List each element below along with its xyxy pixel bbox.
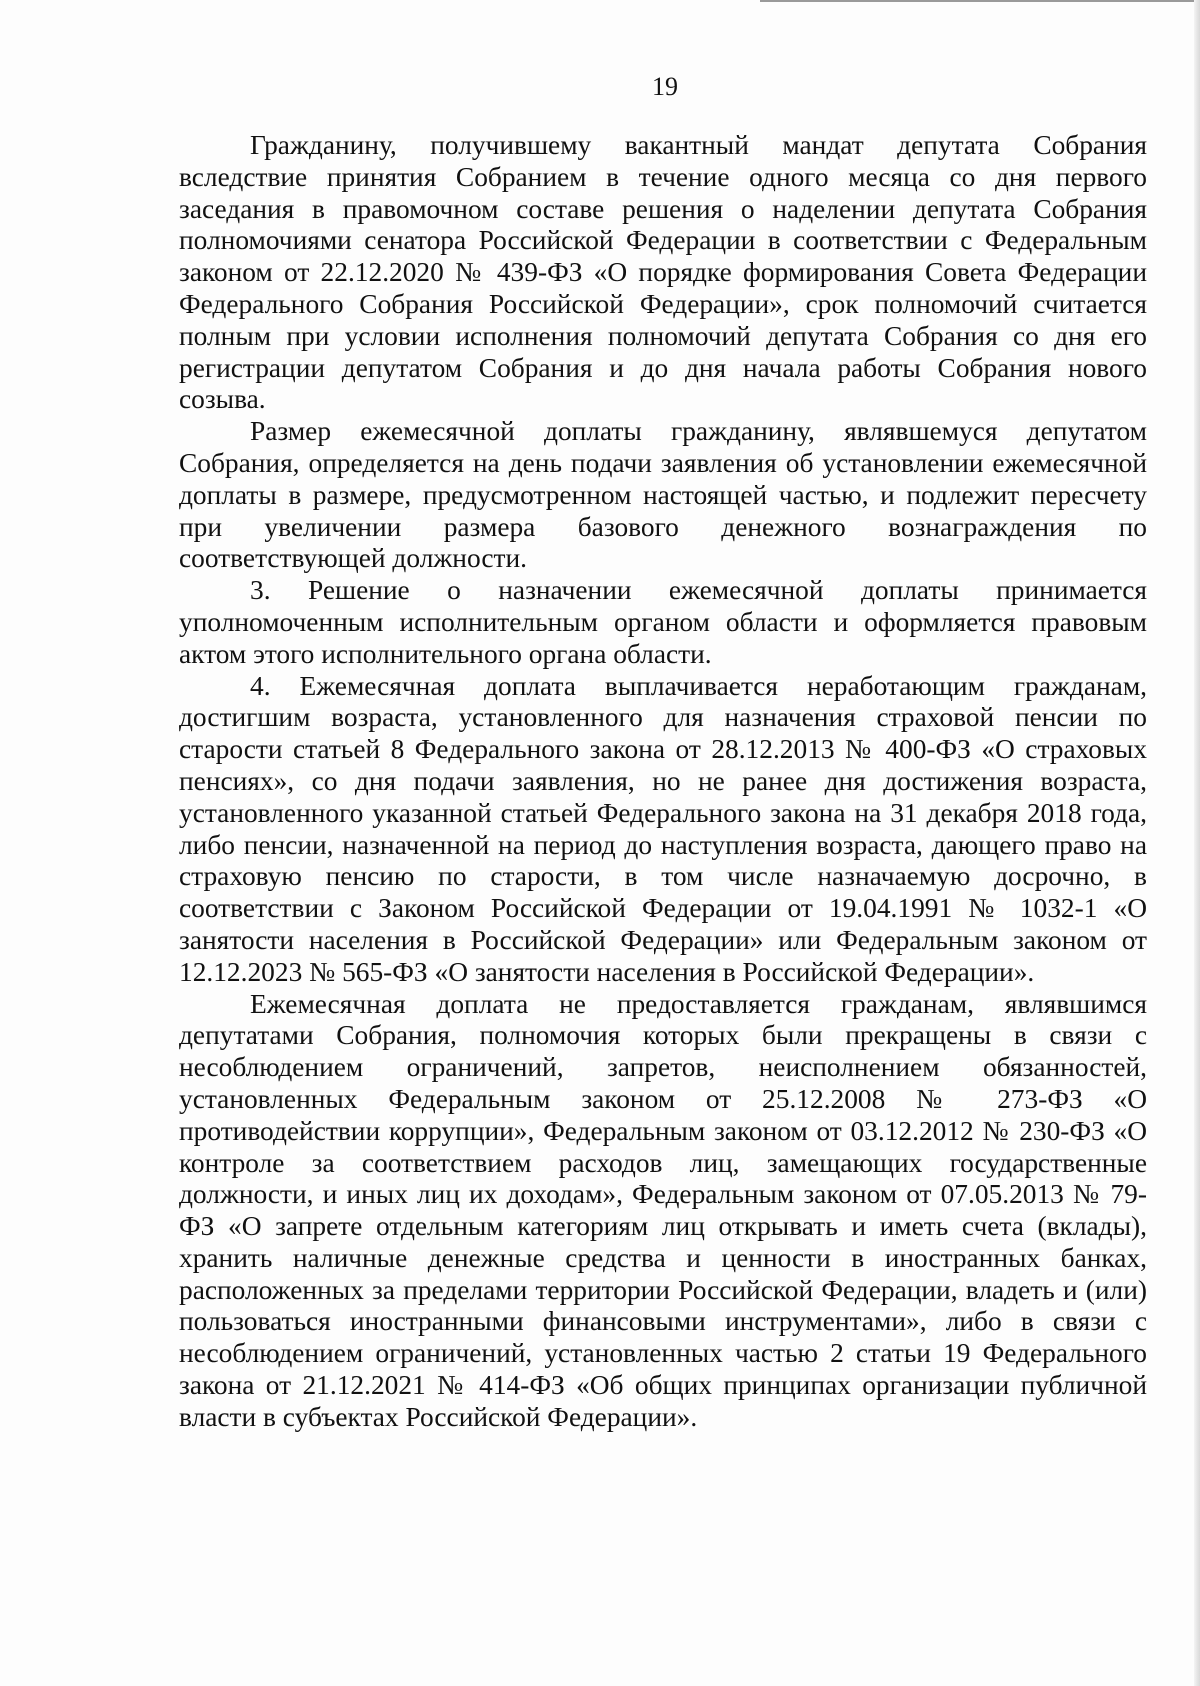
paragraph-not-provided: Ежемесячная доплата не предоставляется гражданам, являвшимся депутатами Собрания, полномочия которых были прекращены в связи с несоблюдением ограничений, запретов, неисполнением обязанностей, установленных Федеральным законом от 25.12.2008 № 273-ФЗ «О противодействии коррупции», Федеральным законом от 03.12.2012 № 230-ФЗ «О контроле за соответствием расходов лиц, замещающих государственные должности, и иных лиц их доходам», Федеральным законом от 07.05.2013 № 79-ФЗ «О запрете отдельным категориям лиц открывать и иметь счета (вклады), хранить наличные денежные средства и ценности в иностранных банках, расположенных за пределами территории Российской Федерации, владеть и (или) пользоваться иностранными финансовыми инструментами», либо в связи с несоблюдением ограничений, установленных частью 2 статьи 19 Федерального закона от 21.12.2021 № 414-ФЗ «Об общих принципах организации публичной власти в субъектах Российской Федерации». <box>179 988 1147 1432</box>
paragraph-item-3-decision: 3. Решение о назначении ежемесячной доплаты принимается уполномоченным исполнительным органом области и оформляется правовым актом этого исполнительного органа области. <box>179 575 1147 669</box>
scan-top-edge <box>760 0 1200 2</box>
scan-right-edge <box>1194 0 1200 1686</box>
paragraph-item-4-payment: 4. Ежемесячная доплата выплачивается неработающим гражданам, достигшим возраста, установленного для назначения страховой пенсии по старости статьей 8 Федерального закона от 28.12.2013 № 400-ФЗ «О страховых пенсиях», со дня подачи заявления, но не ранее дня достижения возраста, установленного указанной статьей Федерального закона на 31 декабря 2018 года, либо пенсии, назначенной на период до наступления возраста, дающего право на страховую пенсию по старости, в том числе назначаемую досрочно, в соответствии с Законом Российской Федерации от 19.04.1991 № 1032-1 «О занятости населения в Российской Федерации» или Федеральным законом от 12.12.2023 № 565-ФЗ «О занятости населения в Российской Федерации». <box>179 670 1147 987</box>
paragraph-supplement-amount: Размер ежемесячной доплаты гражданину, являвшемуся депутатом Собрания, определяется на день подачи заявления об установлении ежемесячной доплаты в размере, предусмотренном настоящей частью, и подлежит пересчету при увеличении размера базового денежного вознаграждения по соответствующей должности. <box>179 416 1147 574</box>
body-text <box>179 130 1147 1434</box>
page-number: 19 <box>652 72 678 101</box>
paragraph-vacant-mandate: Гражданину, получившему вакантный мандат депутата Собрания вследствие принятия Собранием в течение одного месяца со дня первого заседания в правомочном составе решения о наделении депутата Собрания полномочиями сенатора Российской Федерации в соответствии с Федеральным законом от 22.12.2020 № 439-ФЗ «О порядке формирования Совета Федерации Федерального Собрания Российской Федерации», срок полномочий считается полным при условии исполнения полномочий депутата Собрания со дня его регистрации депутатом Собрания и до дня начала работы Собрания нового созыва. <box>179 130 1147 415</box>
